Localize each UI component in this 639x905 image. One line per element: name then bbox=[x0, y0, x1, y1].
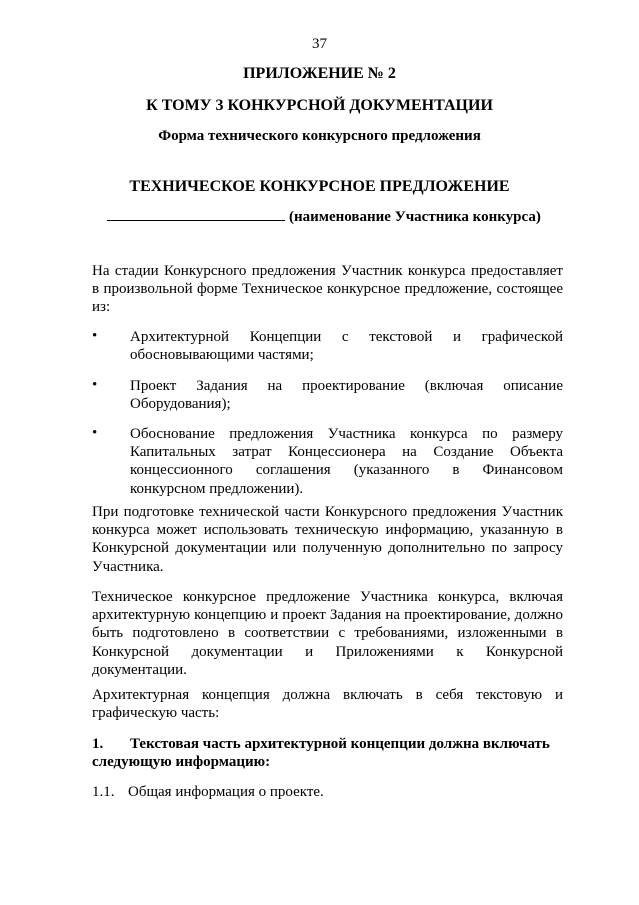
paragraph-technical-info bbox=[92, 503, 563, 576]
appendix-heading: ПРИЛОЖЕНИЕ № 2 bbox=[243, 65, 396, 82]
paragraph-line: Техническое конкурсное предложение Участника конкурса, включая bbox=[92, 589, 563, 605]
section-title-line: Текстовая часть архитектурной концепции должна включать bbox=[130, 736, 550, 752]
volume-heading: К ТОМУ 3 КОНКУРСНОЙ ДОКУМЕНТАЦИИ bbox=[146, 97, 493, 114]
paragraph-line: графическую часть: bbox=[92, 705, 220, 722]
paragraph-line: При подготовке технической части Конкурсного предложения Участник bbox=[92, 504, 563, 520]
participant-name-line bbox=[107, 208, 567, 226]
section-number: 1. bbox=[92, 736, 104, 752]
paragraph-concept-parts bbox=[92, 686, 563, 722]
bullet-line: Архитектурной Концепции с текстовой и графической bbox=[130, 329, 563, 345]
form-title: Форма технического конкурсного предложения bbox=[158, 128, 481, 144]
section-title-line: следующую информацию: bbox=[92, 754, 271, 771]
document-title: ТЕХНИЧЕСКОЕ КОНКУРСНОЕ ПРЕДЛОЖЕНИЕ bbox=[129, 178, 510, 195]
subsection-item bbox=[92, 784, 324, 801]
paragraph-line: Участника. bbox=[92, 558, 164, 575]
bullet-item bbox=[130, 377, 563, 413]
paragraph-line: Конкурсной документации и Приложениями к Конкурсной bbox=[92, 643, 563, 660]
bullet-item bbox=[130, 425, 563, 498]
paragraph-line: архитектурную концепцию и проект Задания на проектирование, должно bbox=[92, 607, 563, 624]
bullet-line: Обоснование предложения Участника конкурса по размеру bbox=[130, 426, 563, 442]
participant-name-blank bbox=[107, 208, 285, 221]
subsection-text: Общая информация о проекте. bbox=[128, 784, 324, 800]
intro-line: из: bbox=[92, 299, 111, 316]
bullet-line: Оборудования); bbox=[130, 396, 231, 413]
paragraph-line: документации. bbox=[92, 661, 187, 678]
page-number: 37 bbox=[312, 36, 327, 52]
paragraph-line: быть подготовлено в соответствии с требованиями, изложенными в bbox=[92, 625, 563, 642]
subsection-number: 1.1. bbox=[92, 784, 115, 800]
intro-line: На стадии Конкурсного предложения Участник конкурса предоставляет bbox=[92, 263, 563, 279]
bullet-marker: • bbox=[92, 328, 98, 344]
bullet-item bbox=[130, 328, 563, 364]
bullet-marker: • bbox=[92, 425, 98, 441]
paragraph-requirements bbox=[92, 588, 563, 679]
intro-paragraph bbox=[92, 262, 563, 317]
bullet-line: Капитальных затрат Концессионера на Создание Объекта bbox=[130, 444, 563, 461]
bullet-marker: • bbox=[92, 377, 98, 393]
bullet-line: концессионного соглашения (указанного в Финансовом bbox=[130, 462, 563, 479]
bullet-line: обосновывающими частями; bbox=[130, 347, 314, 364]
participant-label: (наименование Участника конкурса) bbox=[289, 209, 541, 225]
paragraph-line: Архитектурная концепция должна включать в себя текстовую и bbox=[92, 687, 563, 703]
paragraph-line: конкурса может использовать техническую информацию, указанную в bbox=[92, 522, 563, 539]
bullet-line: Проект Задания на проектирование (включая описание bbox=[130, 378, 563, 394]
intro-line: в произвольной форме Техническое конкурсное предложение, состоящее bbox=[92, 281, 563, 298]
paragraph-line: Конкурсной документации или полученную дополнительно по запросу bbox=[92, 540, 563, 557]
section-heading bbox=[92, 735, 563, 771]
bullet-line: конкурсном предложении). bbox=[130, 480, 304, 497]
